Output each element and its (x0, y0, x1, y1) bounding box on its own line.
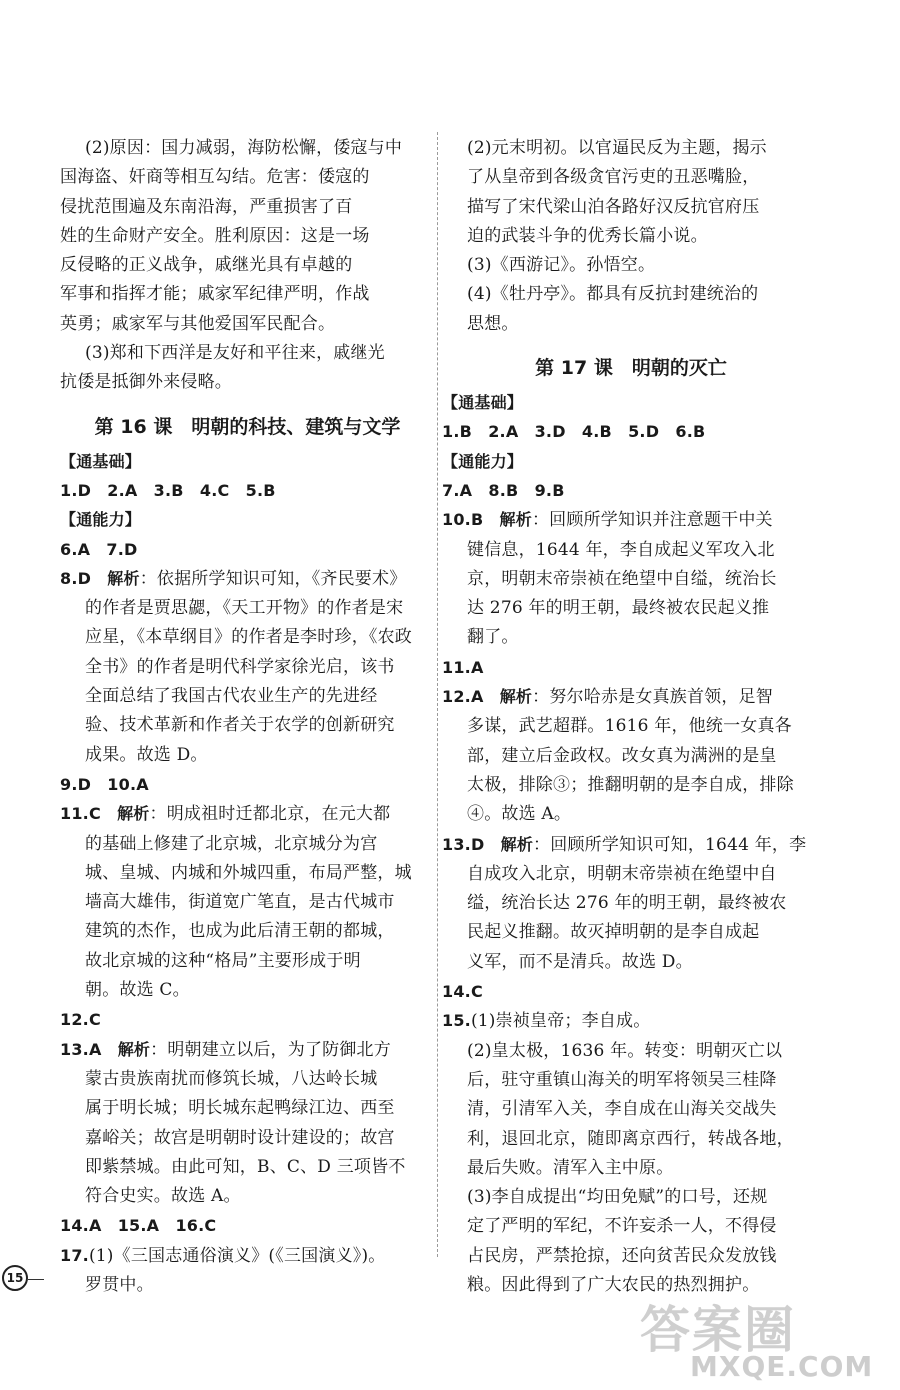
text-line: 后，驻守重镇山海关的明军将领吴三桂降 (467, 1069, 777, 1090)
text-line: 英勇；戚家军与其他爱国军民配合。 (60, 313, 336, 334)
text-line: 墙高大雄伟，街道宽广笔直，是古代城市 (85, 892, 395, 913)
text-line: 侵扰范围遍及东南沿海，严重损害了百 (60, 196, 353, 217)
question-13-right (442, 830, 820, 977)
text-line: 反侵略的正义战争，戚继光具有卓越的 (60, 255, 353, 276)
answer-line: 11.A (442, 657, 484, 677)
lesson-17-title: 第 17 课 明朝的灭亡 (535, 357, 727, 380)
section-tag-ability: 【通能力】 (60, 510, 142, 530)
text-line: 的基础上修建了北京城，北京城分为宫 (85, 833, 378, 854)
question-15 (442, 1006, 820, 1300)
text-line: 思想。 (467, 313, 519, 334)
answer-number: 12.A (442, 687, 500, 707)
analysis-text: ：依据所学知识可知，《齐民要术》 (139, 568, 407, 589)
answer-line: 14.C (442, 982, 483, 1002)
text-line: 迫的武装斗争的优秀长篇小说。 (467, 225, 708, 246)
analysis-text: ：明成祖时迁都北京，在元大都 (149, 804, 391, 825)
section-tag-ability: 【通能力】 (442, 451, 524, 471)
text-line: 利，退回北京，随即离京西行，转战各地， (467, 1128, 794, 1149)
column-divider (437, 132, 438, 1257)
watermark-logo: 答案圈 (640, 1301, 796, 1359)
question-10 (442, 505, 820, 652)
analysis-keyword: 解析 (499, 510, 532, 530)
text-line: 城、皇城、内城和外城四重，布局严整，城 (85, 862, 412, 883)
page-number: 15 (2, 1265, 28, 1291)
text-line: 朝。故选 C。 (85, 980, 190, 1001)
text-line: 国海盗、奸商等相互勾结。危害：倭寇的 (60, 167, 370, 188)
text-line: 属于明长城；明长城东起鸭绿江边、西至 (85, 1098, 395, 1119)
answer-line: 1.B 2.A 3.D 4.B 5.D 6.B (442, 422, 706, 442)
answer-line: 9.D 10.A (60, 774, 149, 794)
watermark-site: MXQE.COM (690, 1350, 874, 1383)
answer-number: 13.D (442, 834, 501, 854)
text-line: 即紫禁城。由此可知，B、C、D 三项皆不 (85, 1156, 406, 1177)
answer-text: (1)《三国志通俗演义》(《三国演义》)。 (88, 1245, 386, 1266)
text-line: 军事和指挥才能；戚家军纪律严明，作战 (60, 284, 370, 305)
text-line: 罗贯中。 (85, 1274, 154, 1295)
text-line: ④。故选 A。 (467, 804, 572, 825)
question-17 (60, 1241, 435, 1301)
text-line: 多谋，武艺超群。1616 年，他统一女真各 (467, 716, 792, 737)
page-number-rule (28, 1279, 44, 1280)
answer-number: 17. (60, 1245, 89, 1265)
text-line: 的作者是贾思勰，《天工开物》的作者是宋 (85, 598, 404, 619)
text-line: 建筑的杰作，也成为此后清王朝的都城， (85, 921, 395, 942)
text-line: 全书》的作者是明代科学家徐光启，该书 (85, 656, 395, 677)
text-line: 故北京城的这种“格局”主要形成于明 (85, 950, 361, 971)
answer-number: 8.D (60, 568, 108, 588)
text-line: (3)郑和下西洋是友好和平往来，戚继光 (85, 343, 385, 364)
analysis-text: ：回顾所学知识并注意题干中关 (531, 510, 773, 531)
text-line: 自成攻入北京，明朝末帝崇祯在绝望中自 (467, 863, 777, 884)
text-line: 定了严明的军纪，不许妄杀一人，不得侵 (467, 1216, 777, 1237)
analysis-text: ：明朝建立以后，为了防御北方 (150, 1039, 391, 1060)
text-line: 义军，而不是清兵。故选 D。 (467, 951, 693, 972)
text-line: (2)原因：国力减弱，海防松懈，倭寇与中 (85, 138, 403, 158)
answer-number: 15. (442, 1011, 471, 1031)
text-line: 符合史实。故选 A。 (85, 1186, 241, 1207)
question-13 (60, 1035, 435, 1212)
answer-line: 6.A 7.D (60, 539, 138, 559)
text-line: 翻了。 (467, 627, 519, 648)
text-line: 全面总结了我国古代农业生产的先进经 (85, 686, 378, 707)
text-line: 姓的生命财产安全。胜利原因：这是一场 (60, 225, 370, 246)
section-tag-basic: 【通基础】 (442, 393, 524, 413)
text-line: (2)元末明初。以官逼民反为主题，揭示 (467, 138, 767, 158)
text-line: (3)《西游记》。孙悟空。 (467, 255, 656, 276)
text-line: 缢，统治长达 276 年的明王朝，最终被农 (467, 893, 787, 914)
text-line: 描写了宋代梁山泊各路好汉反抗官府压 (467, 196, 760, 217)
text-line: 验、技术革新和作者关于农学的创新研究 (85, 715, 395, 736)
text-line: 键信息，1644 年，李自成起义军攻入北 (467, 539, 775, 560)
text-line: 最后失败。清军入主中原。 (467, 1157, 674, 1178)
text-line: 达 276 年的明王朝，最终被农民起义推 (467, 598, 770, 619)
lesson-16-title: 第 16 课 明朝的科技、建筑与文学 (94, 415, 401, 438)
answer-number: 13.A (60, 1039, 118, 1059)
text-line: (2)皇太极，1636 年。转变：明朝灭亡以 (467, 1040, 783, 1061)
text-line: 京，明朝末帝崇祯在绝望中自缢，统治长 (467, 568, 777, 589)
q17-prev-answer-lines (60, 134, 435, 398)
text-line: 了从皇帝到各级贪官污吏的丑恶嘴脸， (467, 167, 760, 188)
answer-line: 7.A 8.B 9.B (442, 480, 565, 500)
text-line: 民起义推翻。故灭掉明朝的是李自成起 (467, 922, 760, 943)
right-column (442, 134, 820, 1300)
text-line: (4)《牡丹亭》。都具有反抗封建统治的 (467, 284, 759, 305)
question-11 (60, 799, 435, 1005)
answer-number: 10.B (442, 510, 500, 530)
text-line: 应星，《本草纲目》的作者是李时珍，《农政 (85, 627, 412, 648)
analysis-keyword: 解析 (117, 804, 150, 824)
text-line: 粮。因此得到了广大农民的热烈拥护。 (467, 1274, 760, 1295)
text-line: 清，引清军入关，李自成在山海关交战失 (467, 1099, 777, 1120)
section-tag-basic: 【通基础】 (60, 451, 142, 471)
answer-line: 1.D 2.A 3.B 4.C 5.B (60, 480, 276, 500)
analysis-keyword: 解析 (499, 687, 533, 707)
text-line: (3)李自成提出“均田免赋”的口号，还规 (467, 1187, 768, 1208)
question-12 (442, 682, 820, 829)
text-line: 太极，排除③；推翻明朝的是李自成，排除 (467, 774, 794, 795)
text-line: 成果。故选 D。 (85, 744, 208, 765)
analysis-text: ：努尔哈赤是女真族首领，足智 (532, 687, 773, 708)
analysis-text: ：回顾所学知识可知，1644 年，李 (533, 834, 807, 855)
text-line: 部，建立后金政权。改女真为满洲的是皇 (467, 745, 777, 766)
analysis-keyword: 解析 (500, 834, 534, 854)
left-column (60, 134, 435, 1300)
answer-text: (1)崇祯皇帝；李自成。 (470, 1011, 651, 1032)
answer-number: 11.C (60, 804, 118, 824)
text-line: 占民房，严禁抢掠，还向贫苦民众发放钱 (467, 1245, 777, 1266)
text-line: 抗倭是抵御外来侵略。 (60, 372, 232, 393)
analysis-keyword: 解析 (117, 1039, 151, 1059)
analysis-keyword: 解析 (107, 568, 140, 588)
q17-continued (442, 134, 820, 339)
answer-line: 12.C (60, 1010, 101, 1030)
text-line: 嘉峪关；故宫是明朝时设计建设的；故宫 (85, 1127, 395, 1148)
answer-line: 14.A 15.A 16.C (60, 1216, 217, 1236)
question-8 (60, 564, 435, 770)
text-line: 蒙古贵族南扰而修筑长城，八达岭长城 (85, 1068, 378, 1089)
